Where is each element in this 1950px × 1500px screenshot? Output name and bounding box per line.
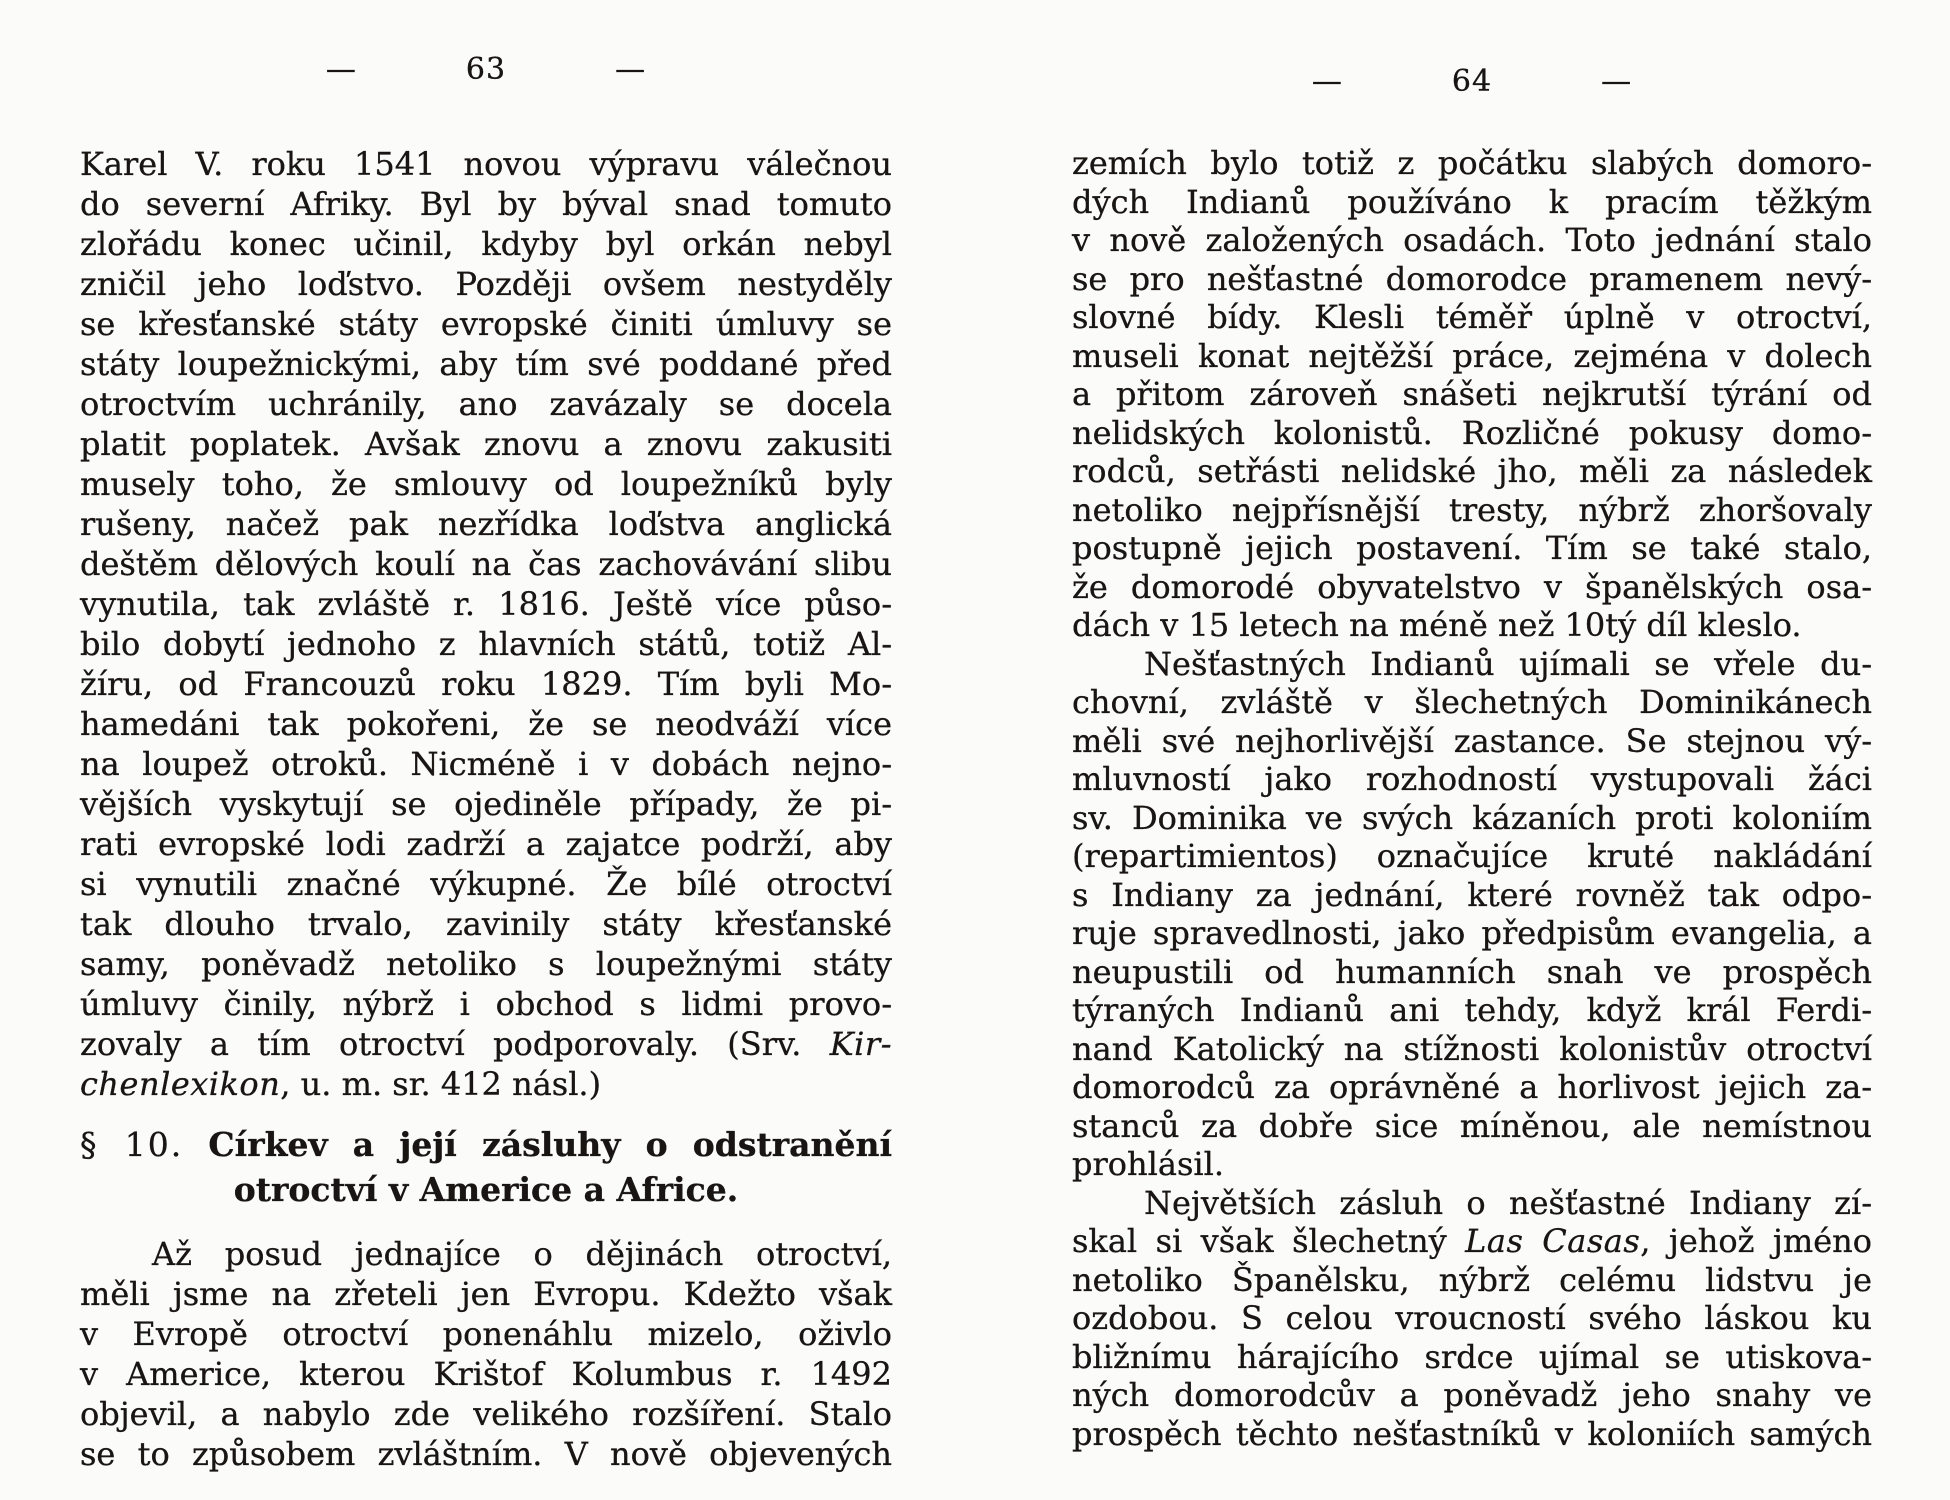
text-line bbox=[80, 264, 892, 304]
text-line bbox=[80, 984, 892, 1024]
text-line bbox=[1072, 1222, 1872, 1261]
text-line bbox=[1072, 914, 1872, 953]
page-64-body bbox=[1072, 144, 1872, 1453]
text-line bbox=[1072, 221, 1872, 260]
text-line bbox=[80, 184, 892, 224]
text-segment: Až posud jednajíce o dějinách otroctví, bbox=[152, 1235, 892, 1273]
text-line bbox=[80, 1234, 892, 1274]
text-segment: týraných Indianů ani tehdy, když král Ferdi- bbox=[1072, 991, 1872, 1029]
text-segment: si vynutili značné výkupné. Že bílé otroctví bbox=[80, 865, 892, 903]
text-line bbox=[80, 1274, 892, 1314]
text-segment: měli jsme na zřeteli jen Evropu. Kdežto však bbox=[80, 1275, 892, 1313]
paragraph bbox=[80, 1234, 892, 1474]
text-line bbox=[80, 624, 892, 664]
text-segment: neupustili od humanních snah ve prospěch bbox=[1072, 952, 1872, 991]
text-line bbox=[1072, 1376, 1872, 1415]
text-line bbox=[1072, 645, 1872, 684]
text-segment: musely toho, že smlouvy od loupežníků byly bbox=[80, 465, 892, 503]
text-segment: slovné bídy. Klesli téměř úplně v otroctví, bbox=[1072, 298, 1872, 336]
text-line bbox=[80, 1354, 892, 1394]
text-segment: zlořádu konec učinil, kdyby byl orkán nebyl bbox=[80, 225, 892, 263]
text-line bbox=[1072, 953, 1872, 992]
text-segment: netoliko nejpřísnější tresty, nýbrž zhoršovaly bbox=[1072, 490, 1872, 529]
text-segment: měli své nejhorlivější zastance. Se stejnou vý- bbox=[1072, 721, 1872, 760]
text-segment: sv. Dominika ve svých kázaních proti koloniím bbox=[1072, 798, 1872, 837]
text-line bbox=[1072, 722, 1872, 761]
text-line bbox=[80, 1314, 892, 1354]
text-line bbox=[1072, 298, 1872, 337]
text-line bbox=[1072, 1261, 1872, 1300]
italic-text: chenlexikon bbox=[80, 1065, 281, 1103]
text-line bbox=[1072, 414, 1872, 453]
text-segment: ozdobou. S celou vroucností svého láskou ku bbox=[1072, 1299, 1872, 1337]
text-line bbox=[80, 864, 892, 904]
text-line bbox=[1072, 991, 1872, 1030]
text-segment: úmluvy činily, nýbrž i obchod s lidmi provo- bbox=[80, 985, 892, 1023]
text-line bbox=[80, 1394, 892, 1434]
text-segment: rušeny, načež pak nezřídka loďstva anglická bbox=[80, 505, 892, 543]
page-number-header-64: — 64 — bbox=[1311, 64, 1633, 99]
text-line bbox=[80, 1064, 892, 1104]
section-number: § 10. bbox=[80, 1125, 184, 1164]
text-segment: deštěm dělových koulí na čas zachovávání slibu bbox=[80, 545, 892, 583]
text-segment: Karel V. roku 1541 novou výpravu válečnou bbox=[80, 145, 892, 183]
text-segment: s Indiany za jednání, které rovněž tak odpo- bbox=[1072, 875, 1872, 914]
paragraph bbox=[1072, 1184, 1872, 1454]
text-segment: že domorodé obyvatelstvo v španělských osa- bbox=[1072, 567, 1872, 606]
text-line bbox=[80, 544, 892, 584]
text-line bbox=[1072, 876, 1872, 915]
page-63-body bbox=[80, 144, 892, 1474]
text-line bbox=[1072, 491, 1872, 530]
text-segment: samy, poněvadž netoliko s loupežnými státy bbox=[80, 945, 892, 983]
text-segment: na loupež otroků. Nicméně i v dobách nejno- bbox=[80, 745, 892, 783]
text-segment: prospěch těchto nešťastníků v koloniích samých bbox=[1072, 1414, 1872, 1453]
text-segment: Největších zásluh o nešťastné Indiany zí- bbox=[1144, 1183, 1872, 1222]
text-line bbox=[1072, 1145, 1872, 1184]
text-line bbox=[80, 344, 892, 384]
heading-text: Církev a její zásluhy o odstranění bbox=[208, 1125, 892, 1164]
text-segment: zovaly a tím otroctví podporovaly. (Srv. bbox=[80, 1025, 830, 1063]
text-line bbox=[1072, 1030, 1872, 1069]
heading-line: otroctví v Americe a Africe. bbox=[233, 1170, 739, 1209]
page-64 bbox=[1072, 0, 1872, 1500]
text-line bbox=[1072, 1107, 1872, 1146]
text-segment: stanců za dobře sice míněnou, ale nemístnou bbox=[1072, 1106, 1872, 1145]
text-segment: chovní, zvláště v šlechetných Dominikánech bbox=[1072, 683, 1872, 721]
text-line bbox=[1072, 260, 1872, 299]
text-line bbox=[1072, 375, 1872, 414]
text-line bbox=[80, 384, 892, 424]
text-line bbox=[1072, 529, 1872, 568]
text-segment: v Evropě otroctví ponenáhlu mizelo, oživlo bbox=[80, 1315, 892, 1353]
text-line bbox=[80, 504, 892, 544]
text-segment: dých Indianů používáno k pracím těžkým bbox=[1072, 182, 1872, 221]
text-segment: objevil, a nabylo zde velikého rozšíření. Stalo bbox=[80, 1395, 892, 1433]
text-line bbox=[80, 224, 892, 264]
italic-text: Kir- bbox=[829, 1025, 892, 1063]
text-segment: vějších vyskytují se ojediněle případy, že pi- bbox=[80, 785, 892, 823]
text-line bbox=[1072, 1184, 1872, 1223]
text-line bbox=[80, 424, 892, 464]
text-segment: se to způsobem zvláštním. V nově objevených bbox=[80, 1435, 892, 1473]
text-segment: nand Katolický na stížnosti kolonistův otroctví bbox=[1072, 1029, 1872, 1068]
text-segment: se křesťanské státy evropské činiti úmluvy se bbox=[80, 305, 892, 343]
text-line bbox=[80, 584, 892, 624]
paragraph bbox=[80, 144, 892, 1104]
text-segment: zničil jeho loďstvo. Později ovšem nestyděly bbox=[80, 265, 892, 303]
text-segment: v nově založených osadách. Toto jednání stalo bbox=[1072, 221, 1872, 259]
text-segment: Nešťastných Indianů ujímali se vřele du- bbox=[1144, 644, 1872, 683]
text-line bbox=[1072, 1415, 1872, 1454]
paragraph bbox=[1072, 144, 1872, 645]
text-line bbox=[80, 144, 892, 184]
text-line bbox=[80, 944, 892, 984]
text-segment: hamedáni tak pokořeni, že se neodváží více bbox=[80, 705, 892, 743]
text-segment: skal si však šlechetný bbox=[1072, 1222, 1466, 1260]
text-segment: vynutila, tak zvláště r. 1816. Ještě více půso- bbox=[80, 585, 892, 623]
text-line bbox=[1072, 606, 1872, 645]
text-line bbox=[1072, 144, 1872, 183]
text-segment: , jehož jméno bbox=[1640, 1222, 1872, 1260]
text-segment: v Americe, kterou Krištof Kolumbus r. 1492 bbox=[80, 1355, 892, 1393]
text-segment: mluvností jako rozhodností vystupovali žáci bbox=[1072, 760, 1872, 798]
text-segment: tak dlouho trvalo, zavinily státy křesťanské bbox=[80, 905, 892, 943]
text-segment: do severní Afriky. Byl by býval snad tomuto bbox=[80, 185, 892, 223]
text-line bbox=[1072, 337, 1872, 376]
text-line bbox=[1072, 799, 1872, 838]
text-line bbox=[80, 1024, 892, 1064]
text-line bbox=[80, 904, 892, 944]
text-segment: rodců, setřásti nelidské jho, měli za následek bbox=[1072, 452, 1872, 490]
text-segment: postupně jejich postavení. Tím se také stalo, bbox=[1072, 529, 1872, 567]
text-segment: ruje spravedlnosti, jako předpisům evangelia, a bbox=[1072, 914, 1872, 952]
text-line bbox=[80, 1434, 892, 1474]
text-segment: zemích bylo totiž z počátku slabých domoro- bbox=[1072, 144, 1872, 182]
text-line bbox=[1072, 452, 1872, 491]
text-segment: platit poplatek. Avšak znovu a znovu zakusiti bbox=[80, 425, 892, 463]
paragraph bbox=[1072, 645, 1872, 1184]
text-segment: (repartimientos) označujíce kruté nakládání bbox=[1072, 837, 1872, 875]
text-segment: rati evropské lodi zadrží a zajatce podrží, aby bbox=[80, 825, 892, 863]
text-segment: ných domorodcův a poněvadž jeho snahy ve bbox=[1072, 1376, 1872, 1414]
text-line bbox=[1072, 683, 1872, 722]
page-63 bbox=[80, 0, 892, 1500]
text-segment: museli konat nejtěžší práce, zejména v dolech bbox=[1072, 336, 1872, 375]
text-segment: se pro nešťastné domorodce pramenem nevý- bbox=[1072, 259, 1872, 298]
text-segment: státy loupežnickými, aby tím své poddané před bbox=[80, 345, 892, 383]
text-segment: dách v 15 letech na méně než 10tý díl kleslo. bbox=[1072, 606, 1802, 644]
heading-line bbox=[80, 1122, 892, 1167]
text-line bbox=[80, 704, 892, 744]
text-line bbox=[1072, 837, 1872, 876]
text-segment: a přitom zároveň snášeti nejkrutší týrání od bbox=[1072, 375, 1872, 413]
text-line bbox=[80, 464, 892, 504]
section-heading bbox=[80, 1122, 892, 1212]
text-line bbox=[80, 824, 892, 864]
text-segment: bližnímu hárajícího srdce ujímal se utiskova- bbox=[1072, 1337, 1872, 1376]
italic-text: Las Casas bbox=[1465, 1222, 1641, 1260]
text-segment: netoliko Španělsku, nýbrž celému lidstvu je bbox=[1072, 1260, 1872, 1299]
text-line bbox=[80, 744, 892, 784]
text-segment: , u. m. sr. 412 násl.) bbox=[280, 1065, 602, 1103]
text-line bbox=[80, 304, 892, 344]
text-line bbox=[80, 784, 892, 824]
text-segment: domorodců za oprávněné a horlivost jejich za- bbox=[1072, 1068, 1872, 1106]
text-segment: nelidských kolonistů. Rozličné pokusy domo- bbox=[1072, 413, 1872, 452]
text-segment: žíru, od Francouzů roku 1829. Tím byli Mo- bbox=[80, 665, 892, 703]
text-line bbox=[1072, 183, 1872, 222]
text-line bbox=[1072, 1338, 1872, 1377]
text-line bbox=[1072, 1068, 1872, 1107]
text-line bbox=[1072, 760, 1872, 799]
text-line bbox=[1072, 1299, 1872, 1338]
text-segment: prohlásil. bbox=[1072, 1145, 1225, 1183]
text-line bbox=[1072, 568, 1872, 607]
text-segment: bilo dobytí jednoho z hlavních států, totiž Al- bbox=[80, 625, 892, 663]
page-number-header-63: — 63 — bbox=[325, 52, 647, 87]
text-line bbox=[80, 664, 892, 704]
text-segment: otroctvím uchránily, ano zavázaly se docela bbox=[80, 385, 892, 423]
